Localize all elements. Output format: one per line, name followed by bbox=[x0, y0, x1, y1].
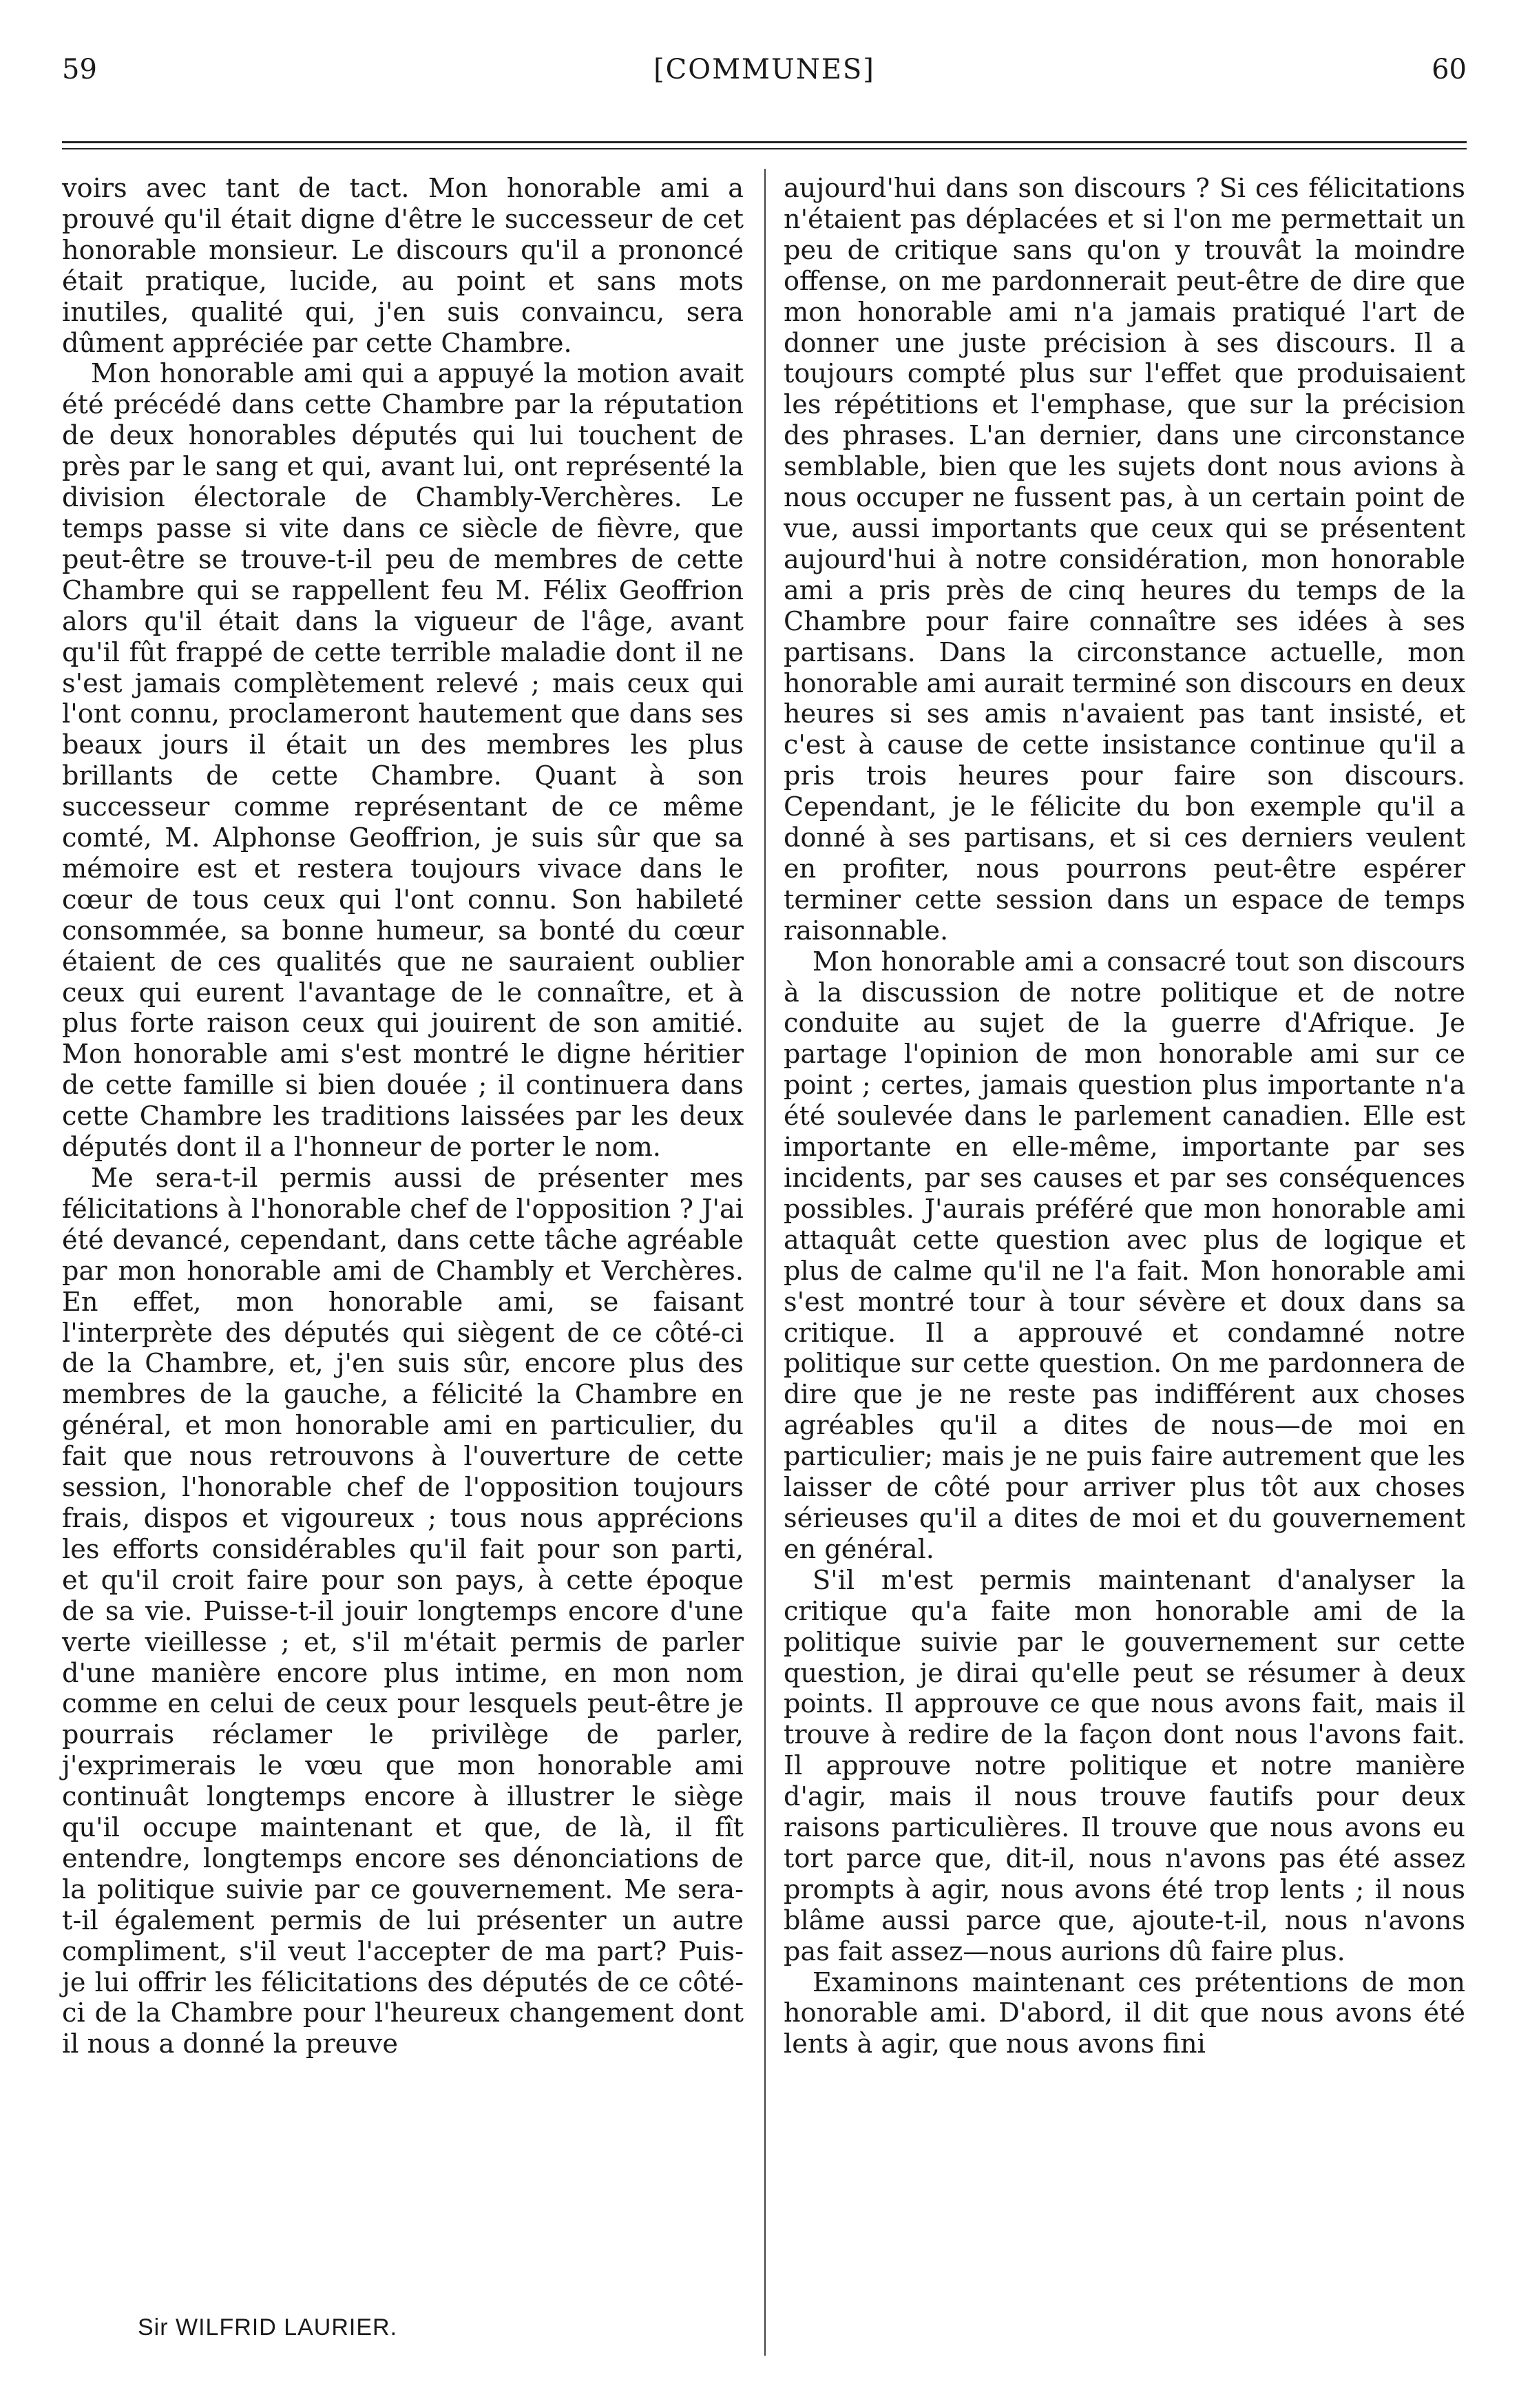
right-paragraph-1: aujourd'hui dans son discours ? Si ces félicitations n'étaient pas déplacées et si l'on me permettait un peu de critique sans qu'on y trouvât la moindre offense, on me pardonnerait peut-être de dire que mon honorable ami n'a jamais pratiqué l'art de donner une juste précision à ses discours. Il a toujours compté plus sur l'effet que produisaient les répétitions et l'emphase, que sur la précision des phrases. L'an dernier, dans une circonstance semblable, bien que les sujets dont nous avions à nous occuper ne fussent pas, à un certain point de vue, aussi importants que ceux qui se présentent aujourd'hui à notre considération, mon honorable ami a pris près de cinq heures du temps de la Chambre pour faire connaître ses idées à ses partisans. Dans la circonstance actuelle, mon honorable ami aurait terminé son discours en deux heures si ses amis n'avaient pas tant insisté, et c'est à cause de cette insistance continue qu'il a pris trois heures pour faire son discours. Cependant, je le félicite du bon exemple qu'il a donné à ses partisans, et si ces derniers veulent en profiter, nous pourrons peut-être espérer terminer cette session dans un espace de temps raisonnable. bbox=[784, 174, 1466, 946]
header-rule-bottom bbox=[62, 148, 1467, 149]
page-header bbox=[62, 54, 1467, 95]
left-paragraph-1: voirs avec tant de tact. Mon honorable ami a prouvé qu'il était digne d'être le successeur de cet honorable monsieur. Le discours qu'il a prononcé était pratique, lucide, au point et sans mots inutiles, qualité qui, j'en suis convaincu, sera dûment appréciée par cette Chambre. bbox=[62, 174, 744, 359]
right-paragraph-4: Examinons maintenant ces prétentions de mon honorable ami. D'abord, il dit que nous avons été lents à agir, que nous avons fini bbox=[784, 1967, 1465, 2060]
page-number-left: 59 bbox=[62, 54, 97, 85]
right-paragraph-3: S'il m'est permis maintenant d'analyser la critique qu'a faite mon honorable ami de la politique suivie par le gouvernement sur cette question, je dirai qu'elle peut se résumer à deux points. Il approuve ce que nous avons fait, mais il trouve à redire de la façon dont nous l'avons fait. Il approuve notre politique et notre manière d'agir, mais il nous trouve fautifs pour deux raisons particulières. Il trouve que nous avons eu tort parce que, dit-il, nous n'avons pas été assez prompts à agir, nous avons été trop lents ; il nous blâme aussi parce que, ajoute-t-il, nous n'avons pas fait assez—nous aurions dû faire plus. bbox=[784, 1565, 1465, 1967]
column-divider bbox=[764, 169, 766, 2356]
header-rule-top bbox=[62, 141, 1467, 143]
left-column bbox=[62, 174, 744, 2060]
left-paragraph-3: Me sera-t-il permis aussi de présenter mes félicitations à l'honorable chef de l'opposition ? J'ai été devancé, cependant, dans cette tâche agréable par mon honorable ami de Chambly et Verchères. En effet, mon honorable ami, se faisant l'interprète des députés qui siègent de ce côté-ci de la Chambre, et, j'en suis sûr, encore plus des membres de la gauche, a félicité la Chambre en général, et mon honorable ami en particulier, du fait que nous retrouvons à l'ouverture de cette session, l'honorable chef de l'opposition toujours frais, dispos et vigoureux ; tous nous apprécions les efforts considérables qu'il fait pour son parti, et qu'il croit faire pour son pays, à cette époque de sa vie. Puisse-t-il jouir longtemps encore d'une verte vieillesse ; et, s'il m'était permis de parler d'une manière encore plus intime, en mon nom comme en celui de ceux pour lesquels peut-être je pourrais réclamer le privilège de parler, j'exprimerais le vœu que mon honorable ami continuât longtemps encore à illustrer le siège qu'il occupe maintenant et que, de là, il fît entendre, longtemps encore ses dénonciations de la politique suivie par ce gouvernement. Me sera-t-il également permis de lui présenter un autre compliment, s'il veut l'accepter de ma part? Puis-je lui offrir les félicitations des députés de ce côté-ci de la Chambre pour l'heureux changement dont il nous a donné la preuve bbox=[62, 1163, 744, 2060]
right-column bbox=[784, 174, 1465, 2060]
running-title: [COMMUNES] bbox=[653, 54, 875, 85]
page-number-right: 60 bbox=[1432, 54, 1467, 85]
right-paragraph-2: Mon honorable ami a consacré tout son discours à la discussion de notre politique et de notre conduite au sujet de la guerre d'Afrique. Je partage l'opinion de mon honorable ami sur ce point ; certes, jamais question plus importante n'a été soulevée dans le parlement canadien. Elle est importante en elle-même, importante par ses incidents, par ses causes et par ses conséquences possibles. J'aurais préféré que mon honorable ami attaquât cette question avec plus de logique et plus de calme qu'il ne l'a fait. Mon honorable ami s'est montré tour à tour sévère et doux dans sa critique. Il a approuvé et condamné notre politique sur cette question. On me pardonnera de dire que je ne reste pas indifférent aux choses agréables qu'il a dites de nous—de moi en particulier; mais je ne puis faire autrement que les laisser de côté pour arriver plus tôt aux choses sérieuses qu'il a dites de moi et du gouvernement en général. bbox=[784, 946, 1465, 1565]
left-paragraph-2: Mon honorable ami qui a appuyé la motion avait été précédé dans cette Chambre par la réputation de deux honorables députés qui lui touchent de près par le sang et qui, avant lui, ont représenté la division électorale de Chambly-Verchères. Le temps passe si vite dans ce siècle de fièvre, que peut-être se trouve-t-il peu de membres de cette Chambre qui se rappellent feu M. Félix Geoffrion alors qu'il était dans la vigueur de l'âge, avant qu'il fût frappé de cette terrible maladie dont il ne s'est jamais complètement relevé ; mais ceux qui l'ont connu, proclameront hautement que dans ses beaux jours il était un des membres les plus brillants de cette Chambre. Quant à son successeur comme représentant de ce même comté, M. Alphonse Geoffrion, je suis sûr que sa mémoire est et restera toujours vivace dans le cœur de tous ceux qui l'ont connu. Son habileté consommée, sa bonne humeur, sa bonté du cœur étaient de ces qualités que ne sauraient oublier ceux qui eurent l'avantage de le connaître, et à plus forte raison ceux qui jouirent de son amitié. Mon honorable ami s'est montré le digne héritier de cette famille si bien douée ; il continuera dans cette Chambre les traditions laissées par les deux députés dont il a l'honneur de porter le nom. bbox=[62, 359, 744, 1163]
speaker-signature: Sir WILFRID LAURIER. bbox=[138, 2314, 398, 2340]
